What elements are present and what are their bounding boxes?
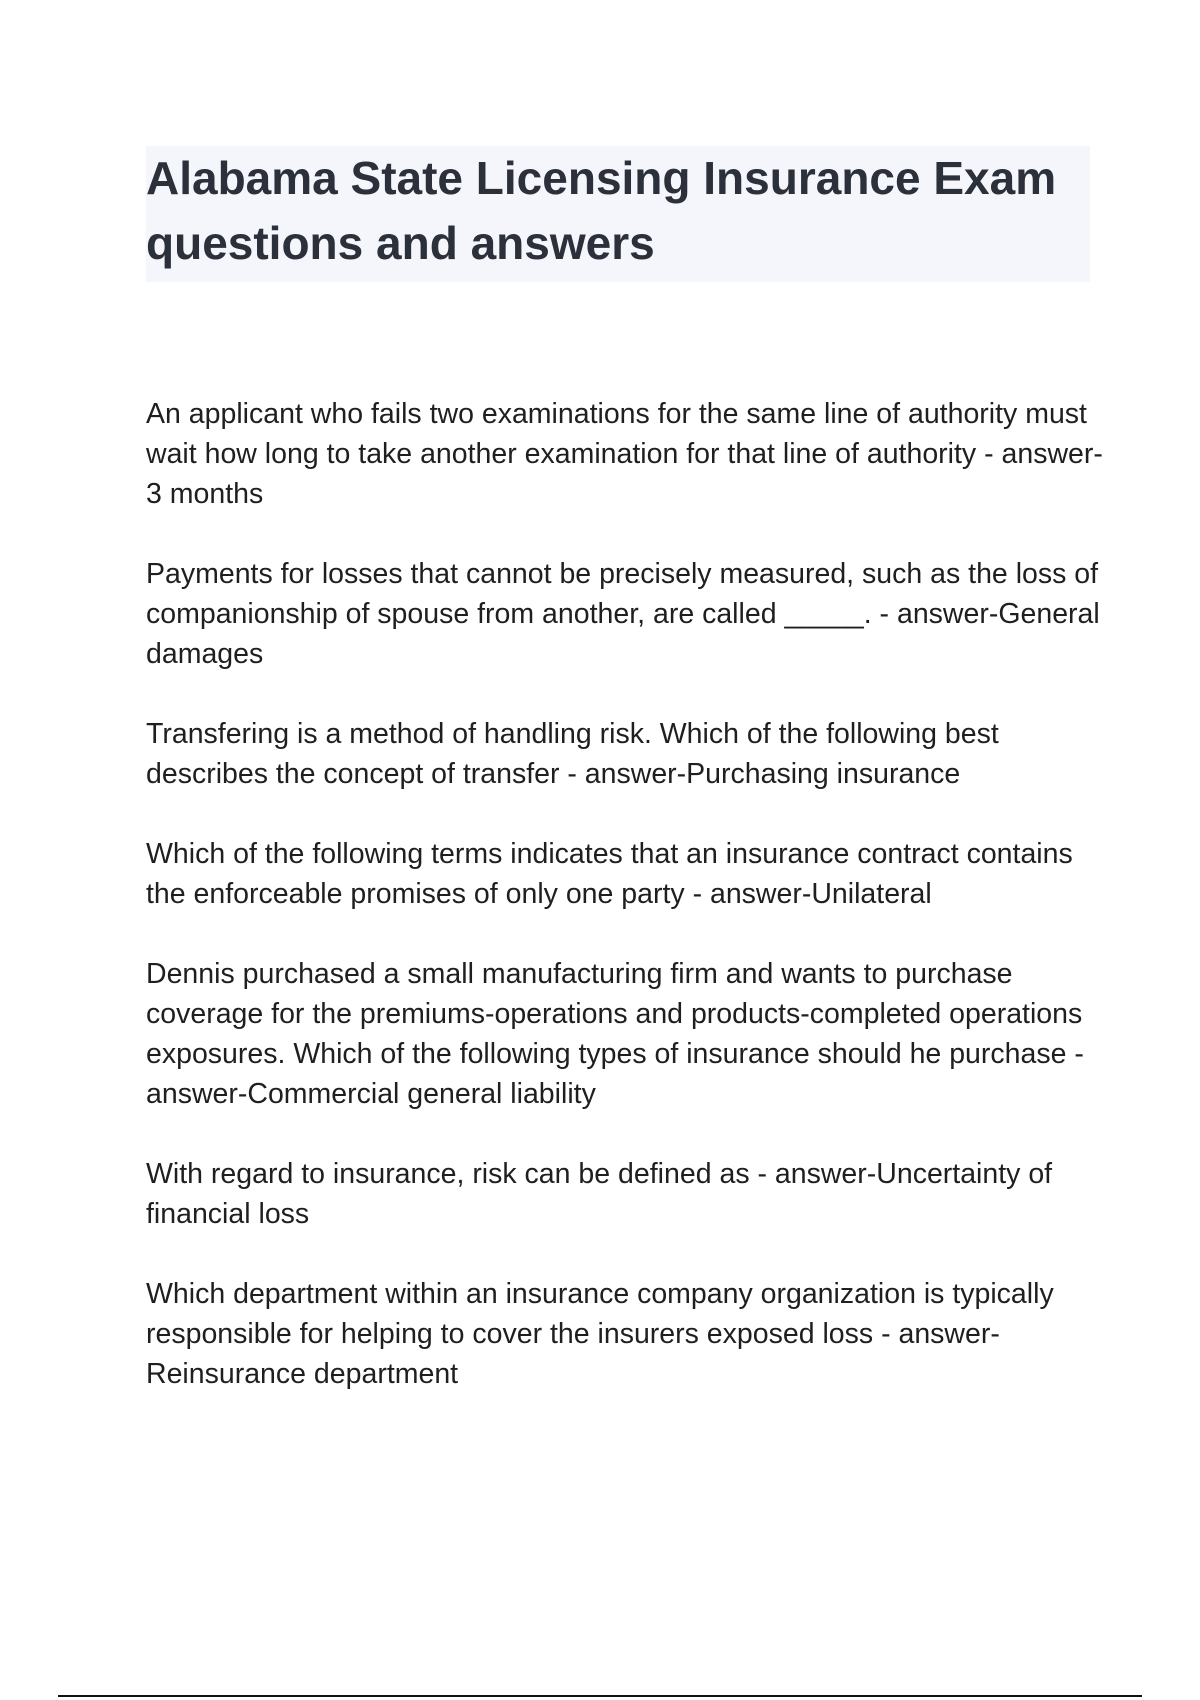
qa-text: Payments for losses that cannot be precisely measured, such as the loss of companionship of spouse from another, are called _____. - answer-General damages <box>146 558 1100 670</box>
qa-item <box>146 954 1106 1114</box>
qa-text: With regard to insurance, risk can be defined as - answer-Uncertainty of financial loss <box>146 1158 1053 1230</box>
qa-item <box>146 554 1106 674</box>
qa-text: Which of the following terms indicates that an insurance contract contains the enforceable promises of only one party - answer-Unilateral <box>146 838 1073 910</box>
qa-item <box>146 714 1106 794</box>
qa-text: An applicant who fails two examinations for the same line of authority must wait how long to take another examination for that line of authority - answer-3 months <box>146 398 1103 510</box>
qa-list <box>146 394 1106 1434</box>
page-title: Alabama State Licensing Insurance Exam questions and answers <box>146 152 1057 269</box>
qa-text: Transfering is a method of handling risk. Which of the following best describes the concept of transfer - answer-Purchasing insurance <box>146 718 999 790</box>
qa-item <box>146 394 1106 514</box>
footer-divider <box>58 1695 1142 1697</box>
qa-item <box>146 834 1106 914</box>
qa-text: Dennis purchased a small manufacturing firm and wants to purchase coverage for the premiums-operations and products-completed operations exposures. Which of the following types of insurance should he purchase - answer-Commercial general liability <box>146 958 1084 1110</box>
qa-text: Which department within an insurance company organization is typically responsible for helping to cover the insurers exposed loss - answer-Reinsurance department <box>146 1278 1054 1390</box>
qa-item <box>146 1154 1106 1234</box>
qa-item <box>146 1274 1106 1394</box>
title-block <box>146 146 1090 282</box>
